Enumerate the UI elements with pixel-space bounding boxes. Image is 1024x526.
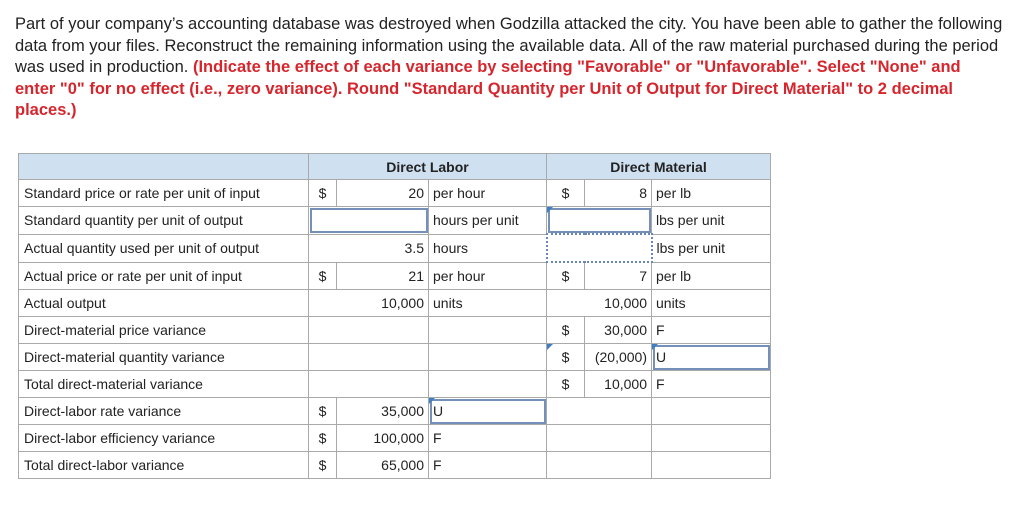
table-row (19, 290, 771, 317)
labor-unit: per hour (429, 180, 547, 207)
row-label: Direct-labor rate variance (19, 398, 309, 425)
material-actual-quantity-input[interactable] (547, 234, 652, 262)
row-label: Total direct-material variance (19, 371, 309, 398)
material-value: 7 (585, 262, 652, 290)
material-value: (20,000) (585, 344, 652, 371)
labor-value: 10,000 (309, 290, 429, 317)
table-row (19, 234, 771, 262)
labor-unit: per hour (429, 262, 547, 290)
labor-dollar: $ (309, 262, 337, 290)
labor-unit: hours (429, 234, 547, 262)
header-direct-labor: Direct Labor (309, 154, 547, 180)
labor-unit (429, 344, 547, 371)
material-dollar: $ (547, 344, 585, 371)
labor-effect[interactable]: F (429, 452, 547, 479)
material-value: 10,000 (547, 290, 652, 317)
material-value: 10,000 (585, 371, 652, 398)
material-value: 30,000 (585, 317, 652, 344)
table-row (19, 425, 771, 452)
instructions-emphasis: (Indicate the effect of each variance by selecting "Favorable" or "Unfavorable". Select "None" and enter "0" for no effect (i.e., zero variance). Round "Standard Quantity per Unit of Output for Direct Material" to 2 decimal places.) (15, 58, 961, 119)
row-label: Standard quantity per unit of output (19, 207, 309, 235)
labor-unit (429, 317, 547, 344)
labor-standard-quantity-input[interactable] (309, 207, 429, 235)
material-standard-quantity-input[interactable] (547, 207, 652, 235)
row-label: Direct-material price variance (19, 317, 309, 344)
labor-unit: hours per unit (429, 207, 547, 235)
table-row (19, 262, 771, 290)
labor-value: 35,000 (337, 398, 429, 425)
material-unit: lbs per unit (652, 207, 771, 235)
labor-dollar: $ (309, 180, 337, 207)
labor-value: 21 (337, 262, 429, 290)
table-row (19, 398, 771, 425)
material-unit: units (652, 290, 771, 317)
labor-value (309, 317, 429, 344)
material-dollar: $ (547, 180, 585, 207)
row-label: Total direct-labor variance (19, 452, 309, 479)
material-unit (652, 425, 771, 452)
material-value (547, 452, 652, 479)
material-unit (652, 452, 771, 479)
row-label: Standard price or rate per unit of input (19, 180, 309, 207)
labor-dollar: $ (309, 452, 337, 479)
instructions-text: Part of your company’s accounting database was destroyed when Godzilla attacked the city. You have been able to gather the following data from your files. Reconstruct the remaining information using the available data. All of the raw material purchased during the period was used in production. (15, 15, 1003, 76)
table-row (19, 344, 771, 371)
labor-value (309, 344, 429, 371)
labor-value: 65,000 (337, 452, 429, 479)
row-label: Actual quantity used per unit of output (19, 234, 309, 262)
material-unit (652, 398, 771, 425)
material-effect[interactable]: F (652, 317, 771, 344)
header-blank (19, 154, 309, 180)
labor-unit: units (429, 290, 547, 317)
header-row (19, 154, 771, 180)
material-unit: lbs per unit (652, 234, 771, 262)
material-value: 8 (585, 180, 652, 207)
header-direct-material: Direct Material (547, 154, 771, 180)
material-dollar: $ (547, 262, 585, 290)
row-label: Direct-labor efficiency variance (19, 425, 309, 452)
table-row (19, 452, 771, 479)
material-unit: per lb (652, 262, 771, 290)
instructions (15, 14, 1005, 122)
variance-table (18, 153, 771, 479)
material-dollar: $ (547, 371, 585, 398)
row-label: Direct-material quantity variance (19, 344, 309, 371)
row-label: Actual price or rate per unit of input (19, 262, 309, 290)
labor-unit (429, 371, 547, 398)
labor-value: 100,000 (337, 425, 429, 452)
material-dollar: $ (547, 317, 585, 344)
row-label: Actual output (19, 290, 309, 317)
labor-effect[interactable]: F (429, 425, 547, 452)
material-value (547, 398, 652, 425)
labor-dollar: $ (309, 425, 337, 452)
material-value (547, 425, 652, 452)
table-row (19, 371, 771, 398)
labor-dollar: $ (309, 398, 337, 425)
material-effect[interactable]: F (652, 371, 771, 398)
table-row (19, 207, 771, 235)
labor-value (309, 371, 429, 398)
table-row (19, 180, 771, 207)
material-quantity-effect-select[interactable]: U (652, 344, 771, 371)
material-unit: per lb (652, 180, 771, 207)
labor-value: 3.5 (309, 234, 429, 262)
labor-value: 20 (337, 180, 429, 207)
labor-rate-effect-select[interactable]: U (429, 398, 547, 425)
table-row (19, 317, 771, 344)
